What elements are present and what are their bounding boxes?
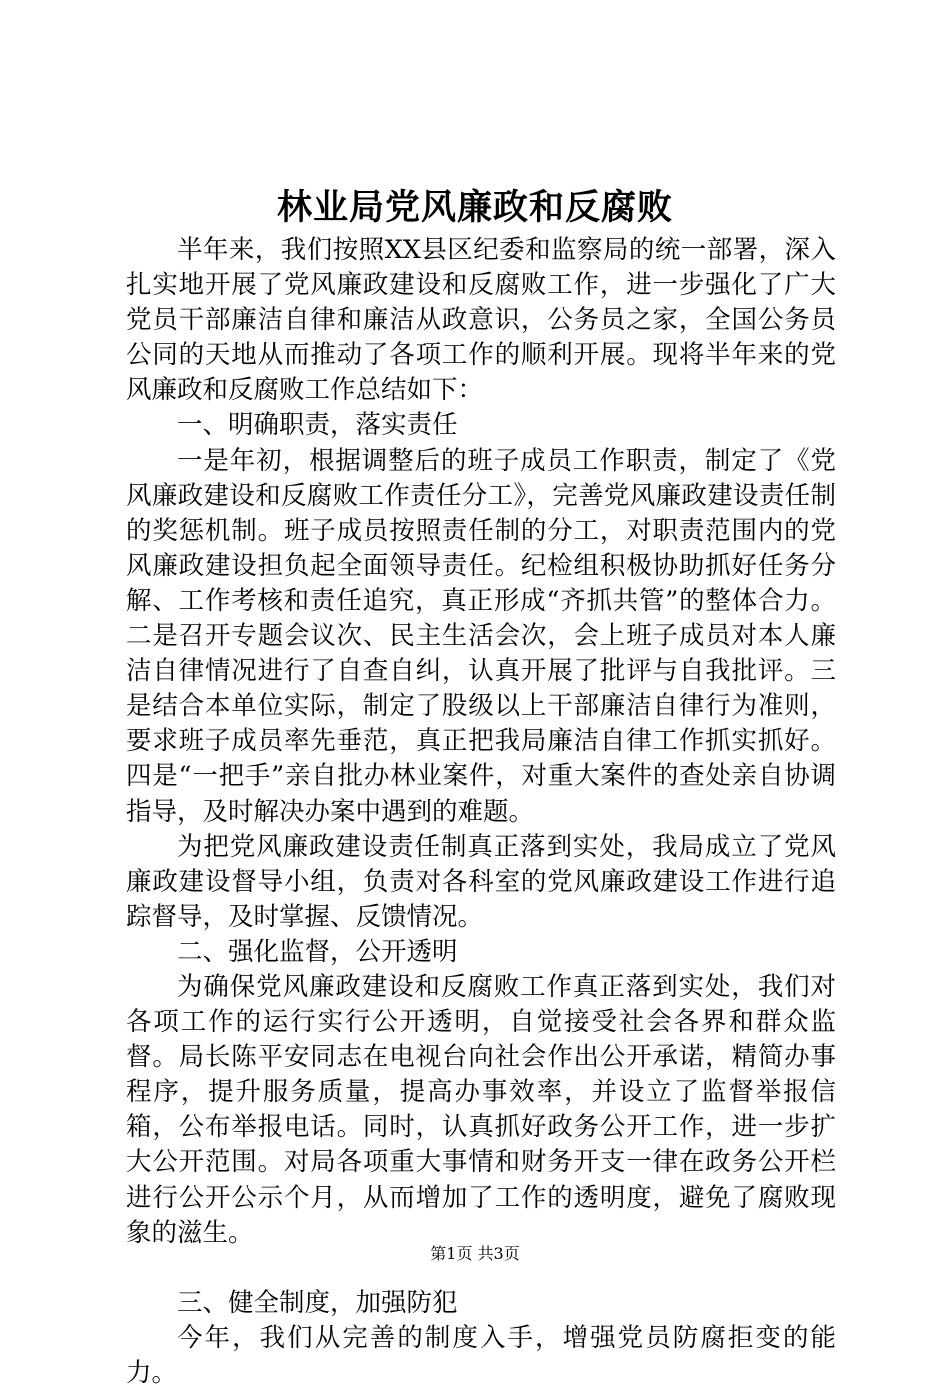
body-paragraph: 今年，我们从完善的制度入手，增强党员防腐拒变的能力。 [126,1322,836,1388]
body-paragraph: 一是年初，根据调整后的班子成员工作职责，制定了《党风廉政建设和反腐败工作责任分工》，完善党风廉政建设责任制的奖惩机制。班子成员按照责任制的分工，对职责范围内的党风廉政建设担负起全面领导责任。纪检组积极协助抓好任务分解、工作考核和责任追究，真正形成“齐抓共管”的整体合力。二是召开专题会议次、民主生活会次，会上班子成员对本人廉洁自律情况进行了自查自纠，认真开展了批评与自我批评。三是结合本单位实际，制定了股级以上干部廉洁自律行为准则，要求班子成员率先垂范，真正把我局廉洁自律工作抓实抓好。四是“一把手”亲自批办林业案件，对重大案件的查处亲自协调指导，及时解决办案中遇到的难题。 [126,445,836,827]
body-paragraph: 为把党风廉政建设责任制真正落到实处，我局成立了党风廉政建设督导小组，负责对各科室的党风廉政建设工作进行追踪督导，及时掌握、反馈情况。 [126,831,836,932]
body-paragraph: 为确保党风廉政建设和反腐败工作真正落到实处，我们对各项工作的运行实行公开透明，自觉接受社会各界和群众监督。局长陈平安同志在电视台向社会作出公开承诺，精简办事程序，提升服务质量，提高办事效率，并设立了监督举报信箱，公布举报电话。同时，认真抓好政务公开工作，进一步扩大公开范围。对局各项重大事情和财务开支一律在政务公开栏进行公开公示个月，从而增加了工作的透明度，避免了腐败现象的滋生。 [126,971,836,1248]
section-heading-3: 三、健全制度，加强防犯 [177,1287,458,1318]
section-heading-1: 一、明确职责，落实责任 [177,410,458,441]
section-heading-2: 二、强化监督，公开透明 [177,936,458,967]
document-body [126,233,836,1391]
page-number-footer: 第1页 共3页 [430,1244,520,1263]
intro-paragraph: 半年来，我们按照XX县区纪委和监察局的统一部署，深入扎实地开展了党风廉政建设和反腐败工作，进一步强化了广大党员干部廉洁自律和廉洁从政意识，公务员之家，全国公务员公同的天地从而推动了各项工作的顺利开展。现将半年来的党风廉政和反腐败工作总结如下： [126,235,836,406]
document-title: 林业局党风廉政和反腐败 [276,187,673,228]
